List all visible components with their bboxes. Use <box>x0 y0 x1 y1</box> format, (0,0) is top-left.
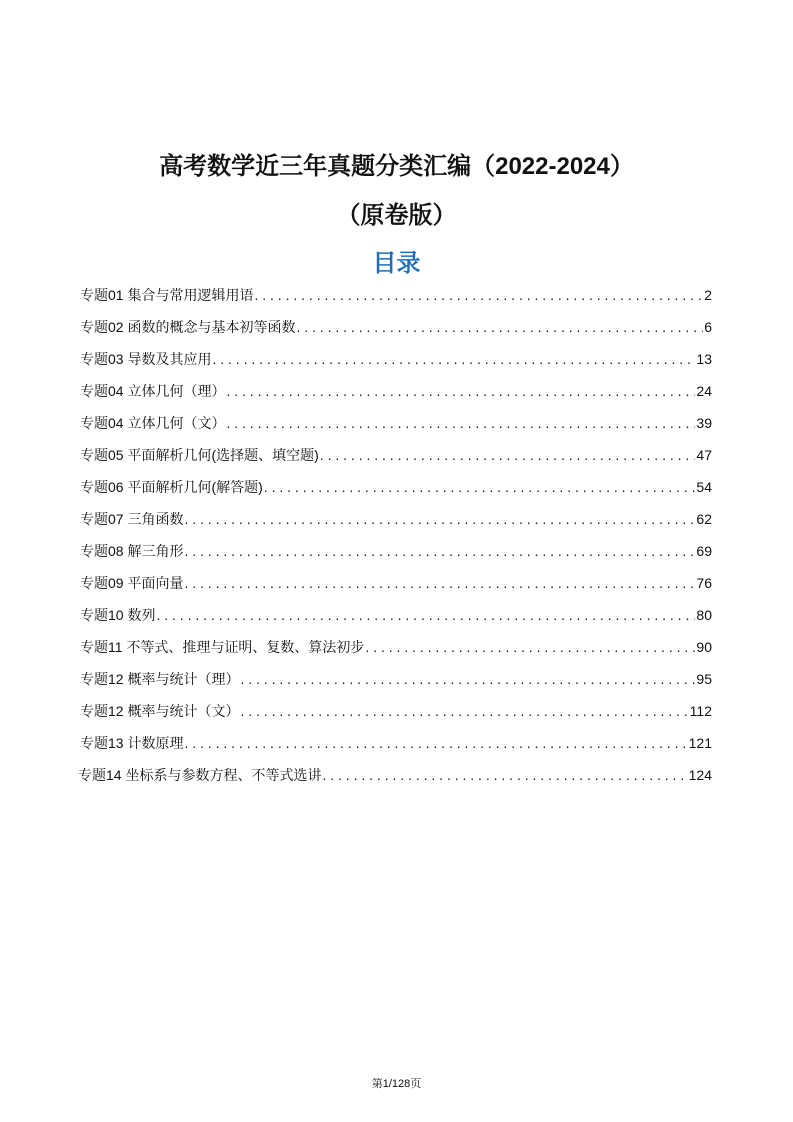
toc-entry-label: 专题09 平面向量 <box>80 575 184 591</box>
toc-entry[interactable] <box>80 572 712 604</box>
toc-entry-page: 112 <box>689 703 712 719</box>
toc-entry[interactable] <box>80 668 712 700</box>
toc-entry-label: 专题08 解三角形 <box>80 543 184 559</box>
toc-entry-page: 54 <box>696 479 712 495</box>
dot-leader <box>322 764 687 786</box>
toc-entry-label: 专题07 三角函数 <box>80 511 184 527</box>
dot-leader <box>240 668 695 690</box>
toc-entry-label: 专题04 立体几何（理） <box>80 383 226 399</box>
toc-entry[interactable] <box>80 636 712 668</box>
toc-entry[interactable] <box>80 508 712 540</box>
toc-entry[interactable] <box>80 700 712 732</box>
toc-entry-page: 80 <box>696 607 712 623</box>
toc-entry-label: 专题11 不等式、推理与证明、复数、算法初步 <box>80 639 365 655</box>
dot-leader <box>226 380 695 402</box>
document-subtitle: （原卷版） <box>336 202 457 229</box>
toc-entry-page: 124 <box>688 767 712 783</box>
toc-entry-page: 62 <box>696 511 712 527</box>
toc-entry[interactable] <box>80 412 712 444</box>
toc-entry-label: 专题10 数列 <box>80 607 156 623</box>
toc-entry-label: 专题14 坐标系与参数方程、不等式选讲 <box>78 767 322 783</box>
toc-entry-page: 47 <box>696 447 712 463</box>
toc-entry-label: 专题02 函数的概念与基本初等函数 <box>80 319 296 335</box>
toc-heading: 目录 <box>372 250 421 277</box>
page-number: 第1/128页 <box>371 1078 422 1090</box>
toc-entry[interactable] <box>80 444 712 476</box>
dot-leader <box>184 572 695 594</box>
dot-leader <box>212 348 695 370</box>
document-title: 高考数学近三年真题分类汇编（2022-2024） <box>159 153 634 180</box>
toc-entry[interactable] <box>80 348 712 380</box>
dot-leader <box>184 732 687 754</box>
dot-leader <box>184 508 695 530</box>
toc-entry[interactable] <box>80 540 712 572</box>
toc-entry[interactable] <box>78 764 712 796</box>
toc-entry-page: 90 <box>696 639 712 655</box>
dot-leader <box>296 316 703 338</box>
toc-entry-label: 专题05 平面解析几何(选择题、填空题) <box>80 447 319 463</box>
toc-entry[interactable] <box>80 284 712 316</box>
toc-entry-page: 13 <box>696 351 712 367</box>
toc-entry-label: 专题13 计数原理 <box>80 735 184 751</box>
dot-leader <box>365 636 695 658</box>
toc-entry[interactable] <box>80 476 712 508</box>
dot-leader <box>264 476 696 498</box>
toc-entry-label: 专题04 立体几何（文） <box>80 415 226 431</box>
toc-entry-label: 专题06 平面解析几何(解答题) <box>80 479 263 495</box>
toc-entry[interactable] <box>80 604 712 636</box>
dot-leader <box>156 604 695 626</box>
toc-entry-page: 39 <box>696 415 712 431</box>
table-of-contents <box>80 284 712 796</box>
dot-leader <box>254 284 703 306</box>
toc-entry-page: 69 <box>696 543 712 559</box>
toc-entry-page: 24 <box>696 383 712 399</box>
toc-entry-page: 121 <box>688 735 712 751</box>
dot-leader <box>240 700 688 722</box>
dot-leader <box>320 444 696 466</box>
toc-entry-page: 95 <box>696 671 712 687</box>
toc-entry[interactable] <box>80 380 712 412</box>
toc-entry-label: 专题12 概率与统计（文） <box>80 703 240 719</box>
toc-entry-page: 2 <box>704 287 712 303</box>
toc-entry[interactable] <box>80 732 712 764</box>
toc-entry-label: 专题12 概率与统计（理） <box>80 671 240 687</box>
toc-entry-label: 专题03 导数及其应用 <box>80 351 212 367</box>
toc-entry-page: 76 <box>696 575 712 591</box>
toc-entry-label: 专题01 集合与常用逻辑用语 <box>80 287 254 303</box>
dot-leader <box>184 540 695 562</box>
dot-leader <box>226 412 695 434</box>
toc-entry[interactable] <box>80 316 712 348</box>
toc-entry-page: 6 <box>704 319 712 335</box>
